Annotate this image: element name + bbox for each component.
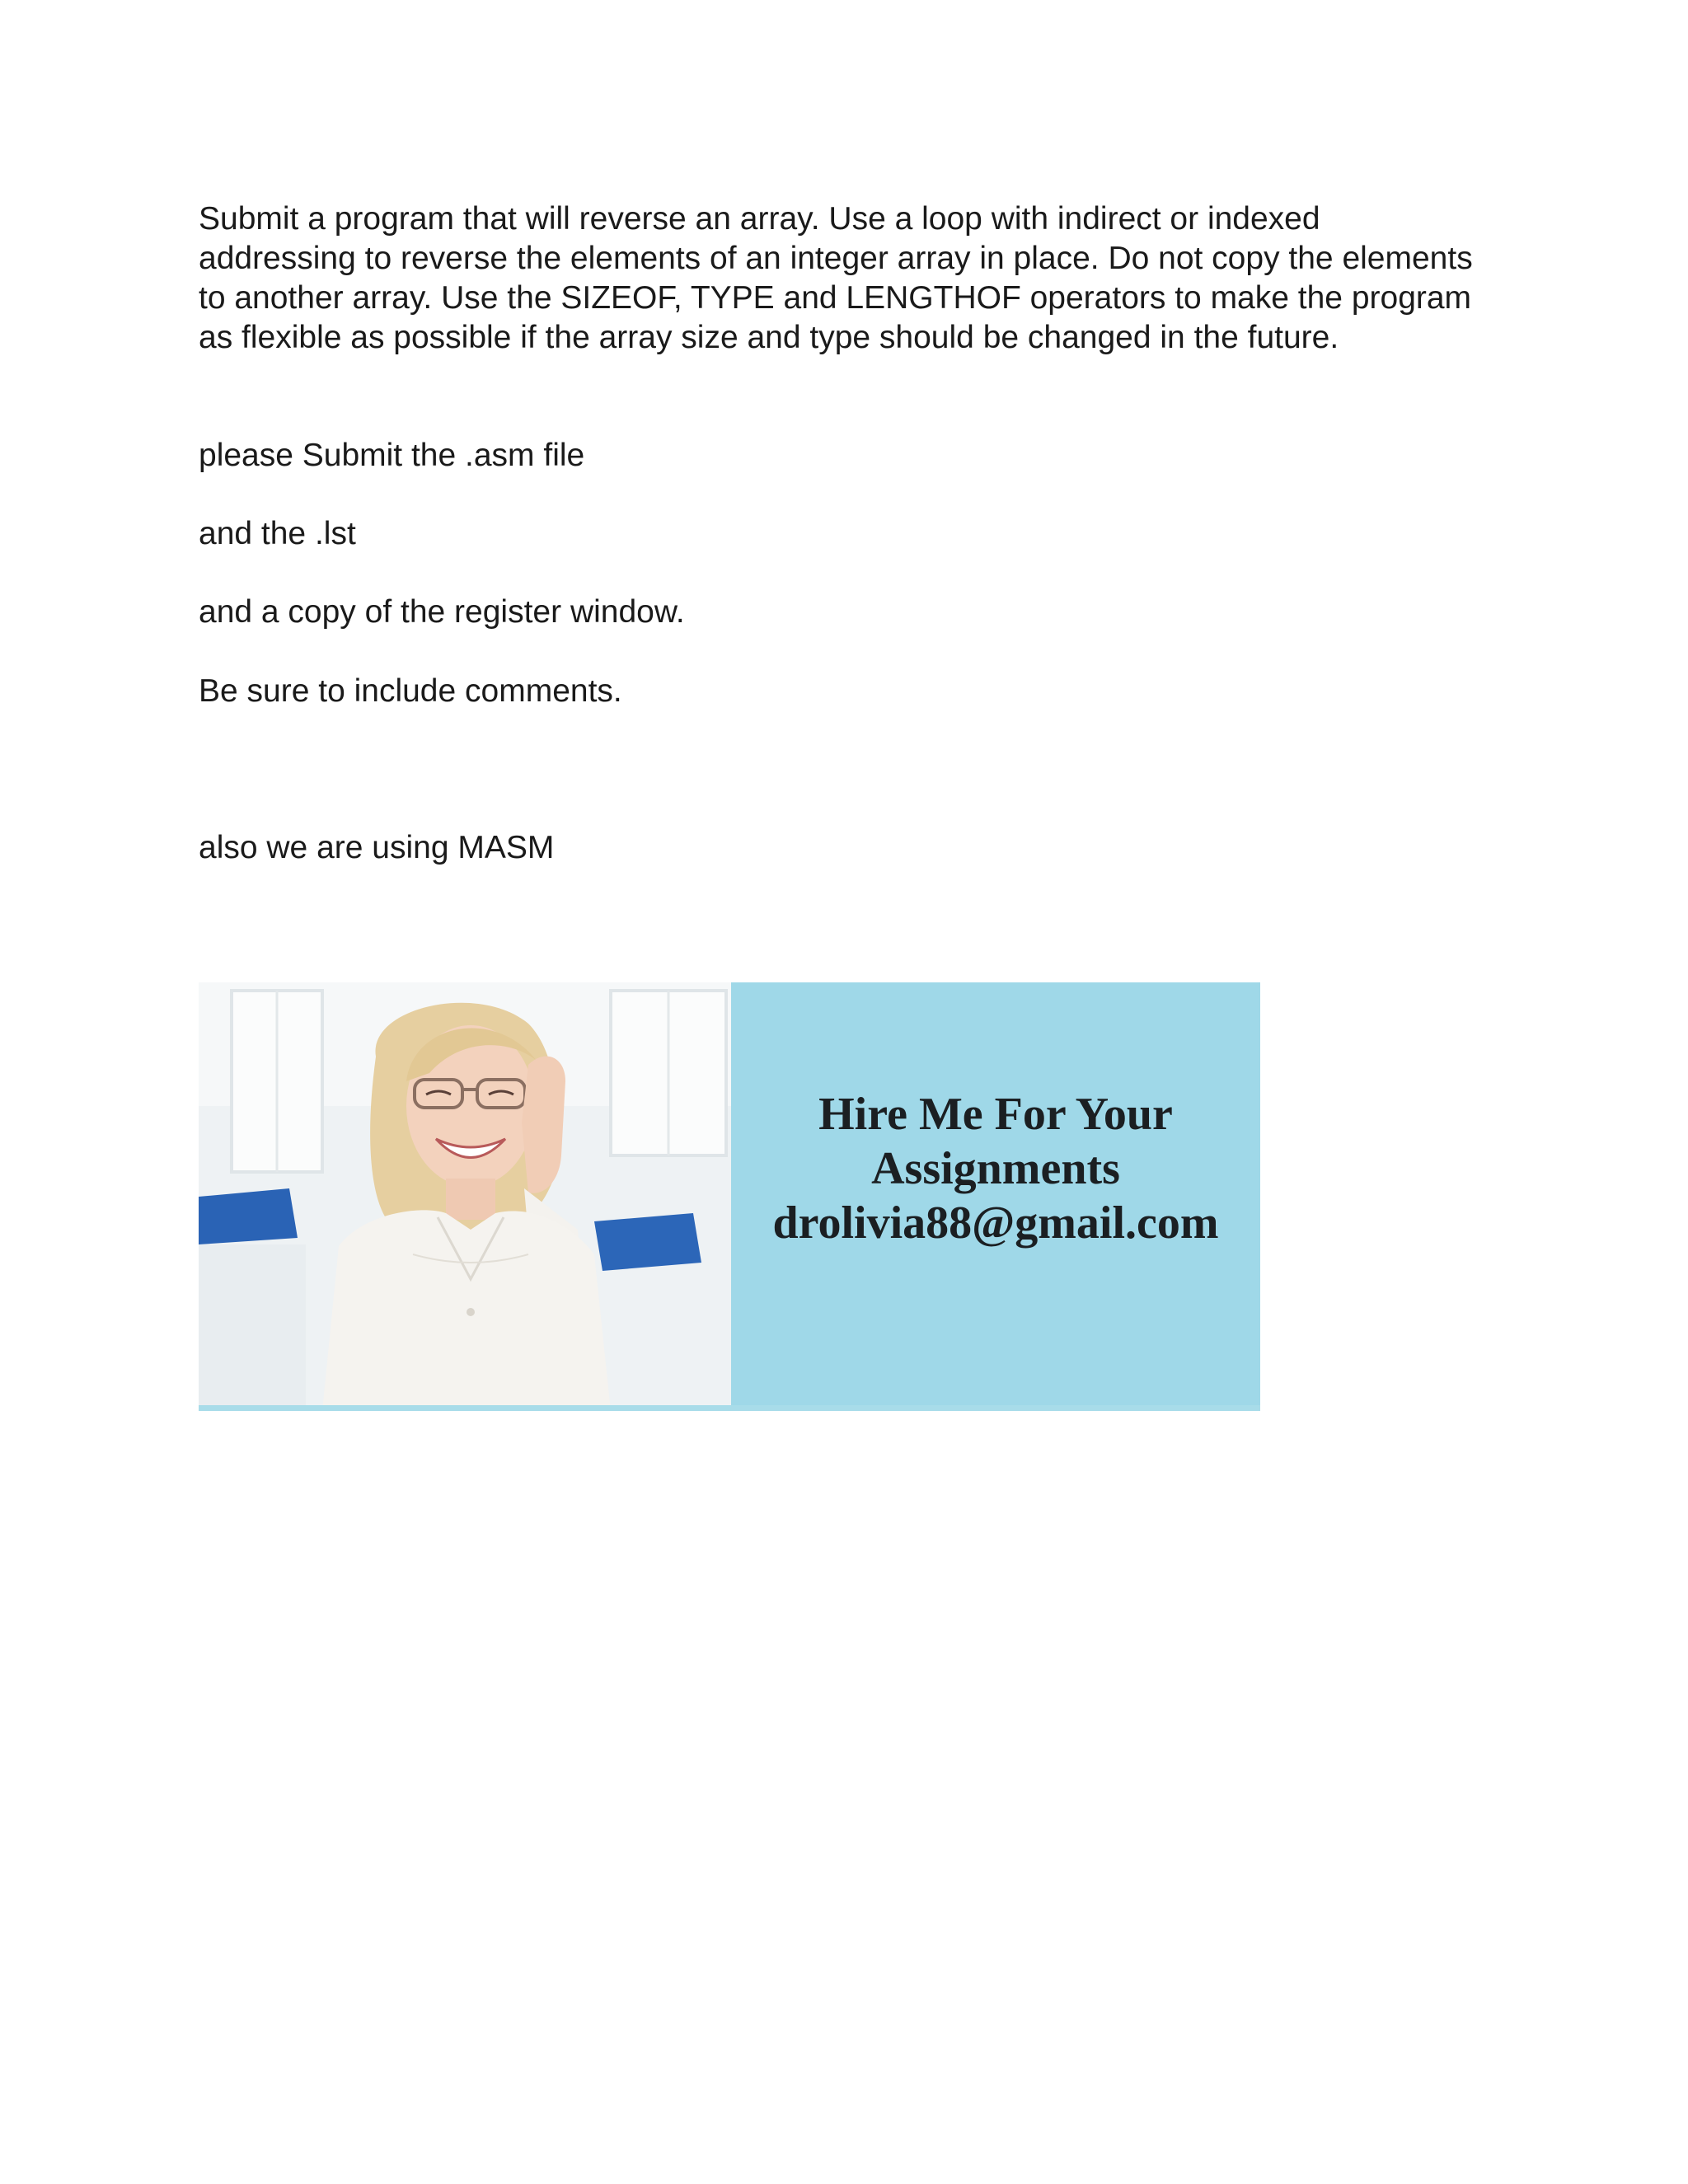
submit-lst-line: and the .lst [199, 516, 356, 551]
banner-email: drolivia88@gmail.com [772, 1197, 1219, 1249]
banner-divider [199, 1405, 1260, 1411]
banner-headline: Hire Me For Your [818, 1089, 1173, 1140]
register-window-line: and a copy of the register window. [199, 594, 685, 630]
banner-subheadline: Assignments [871, 1143, 1120, 1194]
banner-info-panel [731, 982, 1260, 1411]
comments-line: Be sure to include comments. [199, 673, 622, 709]
assignment-instructions: Submit a program that will reverse an array. Use a loop with indirect or indexed addressing to reverse the elements of an integer array in place. Do not copy the elements to another array. Use the SIZEOF, TYPE and LENGTHOF operators to make the program as flexible as possible if the array size and type should be changed in the future. [199, 201, 1473, 355]
hire-me-banner [199, 982, 1260, 1411]
masm-line: also we are using MASM [199, 830, 555, 865]
submit-asm-line: please Submit the .asm file [199, 438, 585, 473]
smiling-woman-with-glasses-icon [199, 982, 734, 1411]
